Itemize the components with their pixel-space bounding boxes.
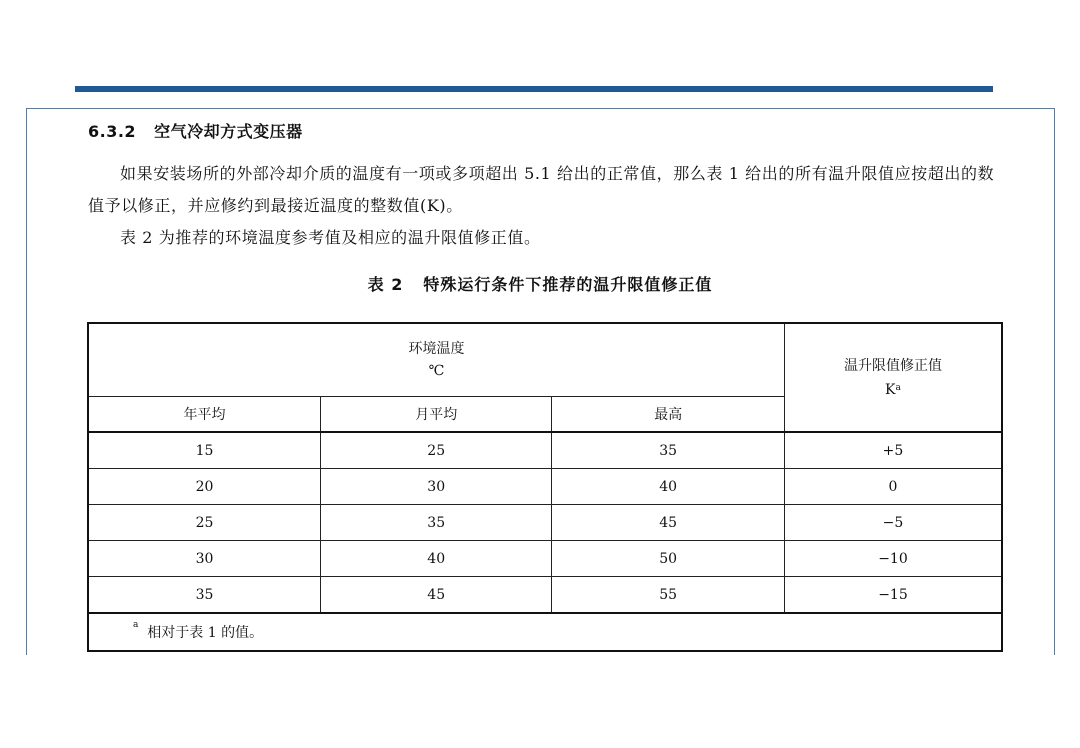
table-row bbox=[88, 541, 1002, 577]
cell-correction: +5 bbox=[784, 432, 1002, 469]
cell-correction: −5 bbox=[784, 505, 1002, 541]
table-row bbox=[88, 505, 1002, 541]
cell-monthly: 35 bbox=[320, 505, 551, 541]
cell-monthly: 30 bbox=[320, 469, 551, 505]
cell-monthly: 45 bbox=[320, 577, 551, 614]
cell-annual: 20 bbox=[88, 469, 320, 505]
table-number: 表 2 bbox=[367, 275, 404, 294]
section-heading bbox=[88, 119, 303, 142]
footnote-text: 相对于表 1 的值。 bbox=[147, 625, 264, 641]
cell-monthly: 40 bbox=[320, 541, 551, 577]
header-env-label: 环境温度 bbox=[408, 341, 465, 357]
header-maximum: 最高 bbox=[552, 397, 784, 433]
cell-correction: −15 bbox=[784, 577, 1002, 614]
table-title: 特殊运行条件下推荐的温升限值修正值 bbox=[423, 275, 713, 294]
header-ambient-temperature bbox=[88, 323, 784, 397]
cell-max: 45 bbox=[552, 505, 784, 541]
header-correction bbox=[784, 323, 1002, 432]
section-number: 6.3.2 bbox=[88, 122, 137, 141]
correction-table bbox=[87, 322, 1003, 652]
top-divider-bar bbox=[75, 86, 993, 92]
header-corr-label: 温升限值修正值 bbox=[843, 357, 942, 374]
table-row bbox=[88, 432, 1002, 469]
footnote-mark: a bbox=[895, 382, 901, 393]
cell-monthly: 25 bbox=[320, 432, 551, 469]
header-env-unit: ℃ bbox=[428, 363, 445, 379]
table-row bbox=[88, 469, 1002, 505]
header-annual-average: 年平均 bbox=[88, 397, 320, 433]
paragraph-1: 如果安装场所的外部冷却介质的温度有一项或多项超出 5.1 给出的正常值，那么表 1 给出的所有温升限值应按超出的数值予以修正，并应修约到最接近温度的整数值(K)。 bbox=[88, 164, 995, 215]
paragraph-2: 表 2 为推荐的环境温度参考值及相应的温升限值修正值。 bbox=[120, 228, 541, 247]
cell-max: 35 bbox=[552, 432, 784, 469]
cell-annual: 15 bbox=[88, 432, 320, 469]
table-row bbox=[88, 577, 1002, 614]
cell-max: 50 bbox=[552, 541, 784, 577]
cell-correction: −10 bbox=[784, 541, 1002, 577]
cell-annual: 30 bbox=[88, 541, 320, 577]
section-title: 空气冷却方式变压器 bbox=[154, 122, 303, 141]
header-monthly-average: 月平均 bbox=[320, 397, 551, 433]
cell-annual: 35 bbox=[88, 577, 320, 614]
cell-correction: 0 bbox=[784, 469, 1002, 505]
cell-max: 40 bbox=[552, 469, 784, 505]
cell-annual: 25 bbox=[88, 505, 320, 541]
table-caption bbox=[0, 272, 1080, 295]
cell-max: 55 bbox=[552, 577, 784, 614]
table-footnote bbox=[88, 613, 1002, 651]
header-corr-unit: K bbox=[885, 381, 896, 398]
footnote-marker: a bbox=[133, 620, 139, 630]
